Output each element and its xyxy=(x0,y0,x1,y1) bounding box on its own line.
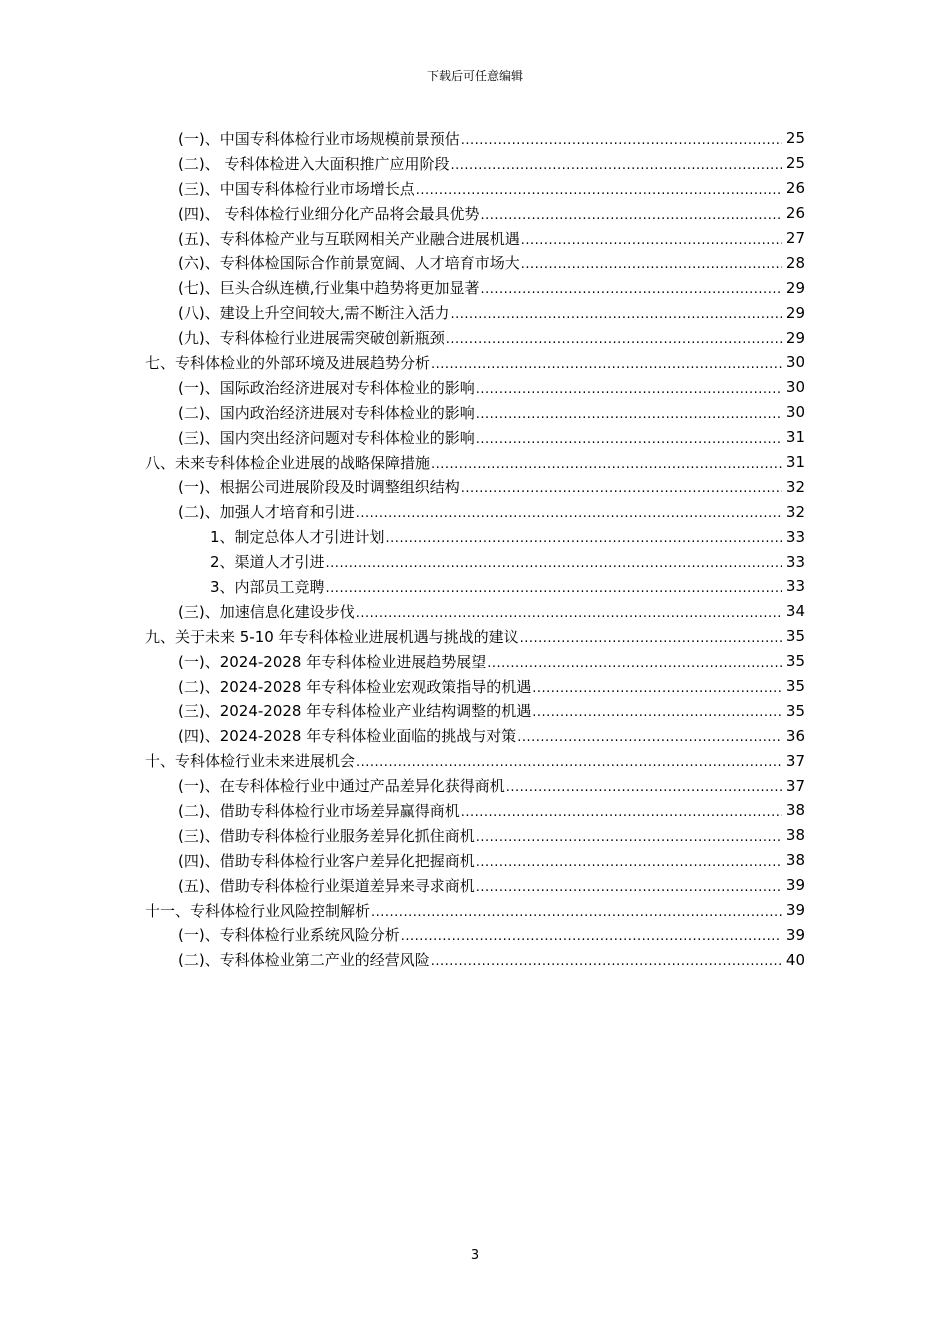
toc-entry-page: 31 xyxy=(785,453,805,472)
toc-entry[interactable] xyxy=(0,524,805,549)
toc-entry[interactable] xyxy=(0,425,805,450)
toc-entry-title: (四)、 专科体检行业细分化产品将会最具优势 xyxy=(178,204,480,223)
toc-entry-page: 39 xyxy=(785,876,805,895)
toc-entry-title: 九、关于未来 5-10 年专科体检业进展机遇与挑战的建议 xyxy=(145,627,519,646)
toc-entry[interactable] xyxy=(0,375,805,400)
toc-entry-page: 35 xyxy=(785,627,805,646)
toc-entry[interactable] xyxy=(0,400,805,425)
page-number: 3 xyxy=(470,1248,480,1263)
toc-entry[interactable] xyxy=(0,748,805,773)
toc-entry-title: 八、未来专科体检企业进展的战略保障措施 xyxy=(145,453,431,472)
toc-entry-title: (一)、2024-2028 年专科体检业进展趋势展望 xyxy=(178,652,487,671)
toc-entry-page: 33 xyxy=(785,577,805,596)
toc-entry-page: 26 xyxy=(785,179,805,198)
toc-entry-title: (一)、专科体检行业系统风险分析 xyxy=(178,926,400,945)
toc-entry[interactable] xyxy=(0,848,805,873)
toc-leader-dots xyxy=(401,929,782,944)
toc-entry[interactable] xyxy=(0,176,805,201)
toc-entry-title: (三)、2024-2028 年专科体检业产业结构调整的机遇 xyxy=(178,702,532,721)
toc-entry-page: 28 xyxy=(785,253,805,272)
toc-entry-page: 33 xyxy=(785,527,805,546)
toc-entry[interactable] xyxy=(0,923,805,948)
toc-entry-page: 32 xyxy=(785,477,805,496)
toc-entry[interactable] xyxy=(0,823,805,848)
toc-entry-page: 39 xyxy=(785,925,805,944)
toc-entry-title: 2、渠道人才引进 xyxy=(210,553,325,572)
toc-leader-dots xyxy=(371,905,782,920)
toc-entry-title: (二)、加强人才培育和引进 xyxy=(178,503,355,522)
toc-entry-title: (二)、2024-2028 年专科体检业宏观政策指导的机遇 xyxy=(178,677,532,696)
toc-leader-dots xyxy=(476,830,782,845)
toc-leader-dots xyxy=(326,556,782,571)
toc-entry[interactable] xyxy=(0,450,805,475)
toc-entry-title: (三)、借助专科体检行业服务差异化抓住商机 xyxy=(178,826,475,845)
toc-leader-dots xyxy=(326,581,782,596)
toc-entry-title: (八)、建设上升空间较大,需不断注入活力 xyxy=(178,304,450,323)
toc-entry[interactable] xyxy=(0,947,805,972)
toc-entry-title: 七、专科体检业的外部环境及进展趋势分析 xyxy=(145,353,431,372)
toc-entry-page: 30 xyxy=(785,353,805,372)
toc-entry[interactable] xyxy=(0,300,805,325)
toc-entry-page: 36 xyxy=(785,726,805,745)
toc-leader-dots xyxy=(520,631,782,646)
toc-leader-dots xyxy=(487,656,782,671)
toc-entry-title: (二)、 专科体检进入大面积推广应用阶段 xyxy=(178,154,450,173)
toc-entry-page: 35 xyxy=(785,652,805,671)
toc-entry-title: (一)、中国专科体检行业市场规模前景预估 xyxy=(178,129,460,148)
toc-leader-dots xyxy=(461,481,782,496)
toc-entry-title: (三)、中国专科体检行业市场增长点 xyxy=(178,179,415,198)
toc-leader-dots xyxy=(356,606,782,621)
toc-entry[interactable] xyxy=(0,723,805,748)
toc-leader-dots xyxy=(521,257,782,272)
toc-entry[interactable] xyxy=(0,798,805,823)
toc-leader-dots xyxy=(476,855,782,870)
toc-leader-dots xyxy=(431,357,782,372)
toc-entry-page: 37 xyxy=(785,751,805,770)
toc-entry[interactable] xyxy=(0,275,805,300)
toc-entry[interactable] xyxy=(0,201,805,226)
toc-entry-page: 29 xyxy=(785,303,805,322)
toc-entry-page: 39 xyxy=(785,901,805,920)
toc-entry[interactable] xyxy=(0,499,805,524)
toc-leader-dots xyxy=(431,954,782,969)
toc-entry-title: (一)、根据公司进展阶段及时调整组织结构 xyxy=(178,478,460,497)
toc-leader-dots xyxy=(532,705,782,720)
toc-entry-title: 1、制定总体人才引进计划 xyxy=(210,528,385,547)
toc-leader-dots xyxy=(480,282,782,297)
toc-entry-title: (七)、巨头合纵连横,行业集中趋势将更加显著 xyxy=(178,279,480,298)
toc-entry-title: (二)、借助专科体检行业市场差异赢得商机 xyxy=(178,801,460,820)
toc-entry[interactable] xyxy=(0,674,805,699)
toc-leader-dots xyxy=(532,681,782,696)
toc-entry-title: 十、专科体检行业未来进展机会 xyxy=(145,752,356,771)
toc-leader-dots xyxy=(521,233,782,248)
toc-entry-page: 31 xyxy=(785,428,805,447)
toc-leader-dots xyxy=(476,880,782,895)
toc-entry-page: 30 xyxy=(785,403,805,422)
toc-entry-page: 33 xyxy=(785,552,805,571)
toc-entry-page: 32 xyxy=(785,502,805,521)
toc-entry-title: (一)、在专科体检行业中通过产品差异化获得商机 xyxy=(178,777,505,796)
toc-entry-title: (五)、借助专科体检行业渠道差异来寻求商机 xyxy=(178,876,475,895)
toc-leader-dots xyxy=(446,332,782,347)
toc-entry[interactable] xyxy=(0,250,805,275)
toc-leader-dots xyxy=(461,133,782,148)
toc-entry[interactable] xyxy=(0,649,805,674)
toc-entry-title: (九)、专科体检行业进展需突破创新瓶颈 xyxy=(178,329,445,348)
toc-entry[interactable] xyxy=(0,151,805,176)
toc-entry-page: 30 xyxy=(785,378,805,397)
table-of-contents xyxy=(0,126,950,972)
toc-entry-page: 38 xyxy=(785,851,805,870)
toc-entry[interactable] xyxy=(0,773,805,798)
toc-entry[interactable] xyxy=(0,873,805,898)
toc-entry-page: 40 xyxy=(785,950,805,969)
toc-entry-page: 35 xyxy=(785,701,805,720)
toc-leader-dots xyxy=(386,531,782,546)
toc-entry-page: 26 xyxy=(785,204,805,223)
toc-entry-title: (五)、专科体检产业与互联网相关产业融合进展机遇 xyxy=(178,229,520,248)
toc-leader-dots xyxy=(506,780,782,795)
toc-entry-title: (三)、国内突出经济问题对专科体检业的影响 xyxy=(178,428,475,447)
toc-leader-dots xyxy=(476,382,782,397)
toc-entry[interactable] xyxy=(0,624,805,649)
toc-entry[interactable] xyxy=(0,574,805,599)
toc-leader-dots xyxy=(480,208,782,223)
toc-entry-page: 25 xyxy=(785,129,805,148)
toc-entry-title: (六)、专科体检国际合作前景宽阔、人才培育市场大 xyxy=(178,254,520,273)
toc-leader-dots xyxy=(450,158,782,173)
toc-entry[interactable] xyxy=(0,350,805,375)
toc-entry-page: 29 xyxy=(785,278,805,297)
toc-entry-page: 29 xyxy=(785,328,805,347)
toc-leader-dots xyxy=(356,755,782,770)
toc-entry-page: 27 xyxy=(785,229,805,247)
toc-leader-dots xyxy=(356,506,782,521)
toc-leader-dots xyxy=(450,307,782,322)
toc-entry-page: 37 xyxy=(785,776,805,795)
toc-entry-page: 25 xyxy=(785,154,805,173)
toc-entry-title: (三)、加速信息化建设步伐 xyxy=(178,602,355,621)
toc-leader-dots xyxy=(461,805,782,820)
toc-leader-dots xyxy=(476,407,782,422)
toc-entry-page: 34 xyxy=(785,602,805,621)
toc-leader-dots xyxy=(517,730,782,745)
page-header: 下载后可任意编辑 xyxy=(426,69,523,83)
toc-leader-dots xyxy=(431,457,782,472)
toc-entry[interactable] xyxy=(0,474,805,499)
toc-leader-dots xyxy=(416,183,782,198)
toc-entry-title: (一)、国际政治经济进展对专科体检业的影响 xyxy=(178,378,475,397)
toc-entry[interactable] xyxy=(0,599,805,624)
toc-leader-dots xyxy=(476,432,782,447)
toc-entry-title: (四)、借助专科体检行业客户差异化把握商机 xyxy=(178,851,475,870)
toc-entry-title: (二)、专科体检业第二产业的经营风险 xyxy=(178,951,430,970)
toc-entry[interactable] xyxy=(0,325,805,350)
toc-entry[interactable] xyxy=(0,126,805,151)
toc-entry[interactable] xyxy=(0,898,805,923)
toc-entry-page: 35 xyxy=(785,677,805,696)
toc-entry-title: 十一、专科体检行业风险控制解析 xyxy=(145,901,371,920)
toc-entry[interactable] xyxy=(0,549,805,574)
toc-entry-title: (二)、国内政治经济进展对专科体检业的影响 xyxy=(178,403,475,422)
toc-entry-page: 38 xyxy=(785,801,805,820)
toc-entry[interactable] xyxy=(0,226,805,251)
toc-entry-title: (四)、2024-2028 年专科体检业面临的挑战与对策 xyxy=(178,727,517,746)
toc-entry-title: 3、内部员工竞聘 xyxy=(210,577,325,596)
toc-entry-page: 38 xyxy=(785,826,805,845)
toc-entry[interactable] xyxy=(0,698,805,723)
